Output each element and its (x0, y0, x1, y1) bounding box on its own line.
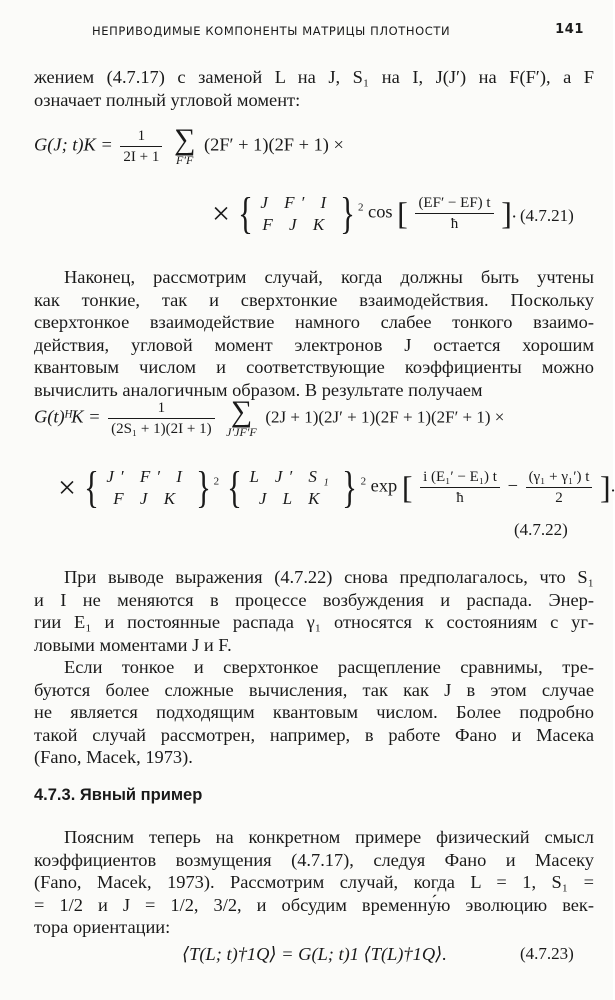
text-line: и I не меняются в процессе возбуждения и распада. Энер- (34, 589, 594, 610)
equation-4-7-21-line-1 (34, 123, 344, 167)
text-line: Наконец, рассмотрим случай, когда должны быть учтены (64, 267, 594, 287)
times-symbol: × (212, 195, 231, 231)
right-bracket: ] (600, 469, 611, 505)
equation-number: (4.7.22) (514, 520, 568, 539)
fraction-numerator: (EF′ − EF) t (415, 194, 493, 214)
six-j-symbol (260, 192, 332, 236)
fraction-denominator: 2I + 1 (123, 149, 160, 165)
left-brace: { (83, 463, 99, 512)
eq-fraction (120, 127, 162, 166)
sum-symbol: ∑ (174, 123, 196, 156)
right-bracket: ] (501, 195, 512, 231)
exp-fraction-2 (526, 468, 593, 507)
eq-lhs: G(J; t)K = (34, 134, 113, 155)
page-number: 141 (555, 22, 584, 37)
text-line: коэффициентов возмущения (4.7.17), следуя Фано и Масеку (34, 849, 594, 870)
eq-lhs: G(t)ᴴK = (34, 406, 101, 427)
power: 2 (360, 475, 367, 488)
fraction-numerator: 1 (120, 127, 162, 147)
paragraph-2 (34, 266, 594, 402)
text-line: тора ориентации: (34, 917, 171, 938)
paragraph-5 (34, 826, 594, 939)
left-brace: { (226, 463, 242, 512)
six-j-symbol (250, 466, 335, 510)
cos-label: cos (368, 201, 393, 222)
text-line: При выводе выражения (4.7.22) снова предполагалось, что S₁ (64, 567, 594, 587)
six-j-top: J′ F′ I (106, 466, 188, 486)
text-line: (Fano, Macek, 1973). (34, 747, 193, 768)
sum-limits: F′F (176, 153, 194, 167)
six-j-top: L J′ S₁ (249, 466, 335, 486)
text-line: Поясним теперь на конкретном примере физический смысл (64, 827, 594, 847)
six-j-top: J F′ I (260, 192, 333, 212)
text-line: означает полный угловой момент: (34, 89, 301, 110)
fraction-denominator: (2S₁ + 1)(2I + 1) (111, 421, 212, 437)
minus-sign: − (507, 475, 518, 496)
text-line: = 1/2 и J = 1/2, 3/2, и обсудим временну́ю эволюцию век- (34, 894, 594, 915)
equation-4-7-22-line-1 (34, 395, 505, 439)
equation-number: (4.7.23) (520, 944, 574, 963)
summation (226, 395, 257, 439)
paragraph-1 (34, 66, 594, 111)
fraction-denominator: 2 (555, 490, 563, 506)
eq-rest: (2F′ + 1)(2F + 1) × (204, 134, 344, 155)
six-j-bottom: F J K (262, 214, 331, 234)
text-line: буются более сложные вычисления, так как J в этом случае (34, 679, 594, 700)
right-brace: } (342, 463, 358, 512)
text-line: как тонкие, так и сверхтонкие взаимодействия. Поскольку (34, 289, 594, 310)
cos-fraction (415, 194, 493, 233)
fraction-numerator: i (E₁′ − E₁) t (420, 468, 500, 488)
paragraph-3 (34, 566, 594, 656)
times-symbol: × (58, 469, 77, 505)
equation-4-7-22-line-2: × { J′ F′ I F J K } $^2$ { L J′ S₁ J L K } $^2$ exp [ $\frac{\text{i (E₁′ − E₁) t}}{ħ}$ − $\frac{\text{(γ₁ + γ₁′) t}}{2}$ ]. (58, 463, 615, 512)
fraction-denominator: ħ (450, 216, 459, 232)
six-j-bottom: J L K (258, 488, 326, 508)
text-line: сверхтонкое взаимодействие намного слабее тонкого взаимо- (34, 312, 594, 333)
text-line: Если тонкое и сверхтонкое расщепление сравнимы, тре- (64, 657, 594, 677)
exp-label: exp (370, 475, 398, 496)
section-heading: 4.7.3. Явный пример (34, 786, 203, 804)
equation-4-7-23: ⟨T(L; t)†1Q⟩ = G(L; t)1 ⟨T(L)†1Q⟩. (182, 944, 447, 964)
running-header (70, 22, 590, 46)
summation (174, 123, 196, 167)
text-line: не является подходящим квантовым числом. Более подробно (34, 702, 594, 723)
running-title: НЕПРИВОДИМЫЕ КОМПОНЕНТЫ МАТРИЦЫ ПЛОТНОСТИ (92, 24, 451, 38)
right-brace: } (339, 189, 355, 238)
text-line: (Fano, Macek, 1973). Рассмотрим случай, когда L = 1, S₁ = (34, 872, 594, 893)
exp-fraction-1 (420, 468, 500, 507)
fraction-denominator: ħ (456, 490, 464, 506)
power: 2 (213, 475, 220, 488)
right-brace: } (195, 463, 211, 512)
text-line: квантовым числом и соответствующие коэффициенты можно (34, 357, 594, 378)
fraction-numerator: (γ₁ + γ₁′) t (526, 468, 593, 488)
text-line: такой случай рассмотрен, например, в работе Фано и Масека (34, 724, 594, 745)
text-line: действия, угловой момент электронов J остается хорошим (34, 334, 594, 355)
text-line: вычислить аналогичным образом. В результате получаем (34, 379, 483, 400)
equation-4-7-21-line-2: × { J F′ I F J K } $^2$ cos [ $\frac{(EF' - EF) t}{ħ}$ ]. (212, 189, 517, 238)
six-j-symbol (106, 466, 188, 510)
text-line: жением (4.7.17) с заменой L на J, S₁ на I, J(J′) на F(F′), а F (34, 67, 594, 87)
equation-number: (4.7.21) (520, 206, 574, 225)
text-line: гии E₁ и постоянные распада γ₁ относятся к состояниям с уг- (34, 612, 594, 633)
paragraph-4 (34, 656, 594, 769)
fraction-numerator: 1 (108, 399, 214, 419)
six-j-bottom: F J K (113, 488, 182, 508)
left-brace: { (237, 189, 253, 238)
eq-fraction (108, 399, 214, 438)
left-bracket: [ (401, 469, 413, 505)
text-line: ловыми моментами J и F. (34, 634, 232, 655)
power: 2 (357, 201, 364, 214)
eq-rest: (2J + 1)(2J′ + 1)(2F + 1)(2F′ + 1) × (265, 407, 505, 427)
sum-symbol: ∑ (230, 395, 253, 428)
sum-limits: J′JF′F (226, 425, 257, 439)
left-bracket: [ (397, 195, 408, 231)
